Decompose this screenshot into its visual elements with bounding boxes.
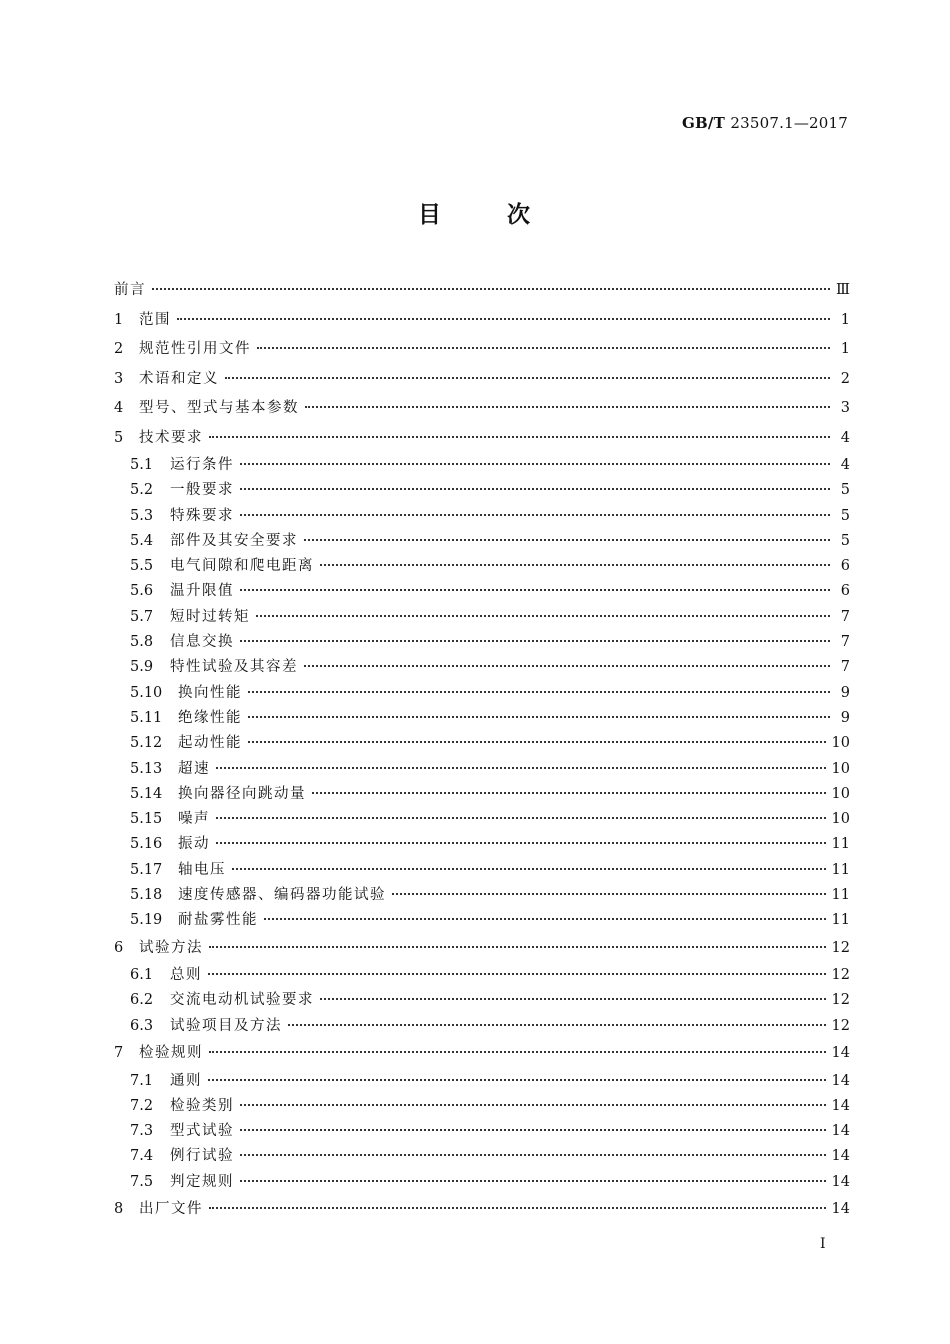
toc-entry[interactable] xyxy=(114,757,850,782)
toc-entry-page: 4 xyxy=(840,457,850,473)
toc-entry-number: 5.7 xyxy=(130,608,154,625)
toc-entry[interactable] xyxy=(114,504,850,529)
toc-entry-number: 5.1 xyxy=(130,457,154,473)
toc-dot-leader xyxy=(392,893,826,895)
toc-entry-number: 5.6 xyxy=(130,583,154,600)
toc-entry-number: 5.18 xyxy=(130,887,163,904)
toc-entry-page: 10 xyxy=(831,811,850,828)
toc-dot-leader xyxy=(232,868,826,870)
toc-entry-label: 特性试验及其容差 xyxy=(170,659,298,676)
toc-entry[interactable] xyxy=(114,883,850,908)
toc-dot-leader xyxy=(305,406,830,408)
toc-entry[interactable] xyxy=(114,908,850,933)
toc-entry[interactable] xyxy=(114,529,850,554)
toc-entry[interactable] xyxy=(114,478,850,503)
toc-entry-label: 检验规则 xyxy=(139,1045,203,1062)
toc-entry-page: 7 xyxy=(840,608,850,625)
toc-entry-number: 7.2 xyxy=(130,1097,154,1114)
toc-entry-label: 温升限值 xyxy=(170,583,234,600)
toc-entry-label: 试验项目及方法 xyxy=(170,1017,282,1034)
toc-dot-leader xyxy=(257,347,830,349)
toc-entry-label: 起动性能 xyxy=(178,735,242,752)
toc-entry-page: 5 xyxy=(840,532,850,549)
toc-dot-leader xyxy=(320,564,830,566)
toc-entry[interactable] xyxy=(114,1069,850,1094)
toc-entry-number: 7.4 xyxy=(130,1148,154,1165)
toc-entry-page: 14 xyxy=(831,1072,850,1089)
toc-entry-page: 4 xyxy=(840,429,850,446)
toc-entry-label: 噪声 xyxy=(178,811,210,828)
toc-entry-page: 12 xyxy=(831,967,850,984)
toc-entry[interactable] xyxy=(114,963,850,988)
toc-entry-number: 5.16 xyxy=(130,836,163,853)
toc-entry-page: 3 xyxy=(840,400,850,416)
toc-entry-number: 5.15 xyxy=(130,811,163,828)
page-title xyxy=(0,196,950,229)
toc-entry-number: 8 xyxy=(114,1201,124,1218)
toc-entry-number: 6.1 xyxy=(130,967,154,984)
toc-entry[interactable] xyxy=(114,605,850,630)
title-part-2: 次 xyxy=(507,201,532,228)
toc-entry-label: 特殊要求 xyxy=(170,507,234,524)
toc-entry[interactable] xyxy=(114,554,850,579)
title-part-1: 目 xyxy=(418,201,443,228)
toc-dot-leader xyxy=(320,998,826,1000)
toc-entry-label: 前言 xyxy=(114,282,146,298)
toc-dot-leader xyxy=(177,318,830,320)
toc-entry-page: 12 xyxy=(831,939,850,956)
toc-entry-number: 4 xyxy=(114,400,124,416)
toc-entry[interactable] xyxy=(114,424,850,454)
toc-entry-page: 14 xyxy=(831,1173,850,1190)
toc-entry[interactable] xyxy=(114,1094,850,1119)
toc-entry[interactable] xyxy=(114,394,850,424)
toc-entry-number: 3 xyxy=(114,370,124,387)
toc-entry[interactable] xyxy=(114,1119,850,1144)
toc-dot-leader xyxy=(240,640,830,642)
toc-entry-page: 6 xyxy=(840,558,850,575)
toc-entry-label: 部件及其安全要求 xyxy=(170,532,298,549)
toc-entry[interactable] xyxy=(114,1039,850,1069)
toc-entry-label: 超速 xyxy=(178,760,210,777)
toc-entry-page: 9 xyxy=(840,709,850,726)
table-of-contents xyxy=(114,276,850,1225)
toc-entry-number: 2 xyxy=(114,341,124,357)
toc-dot-leader xyxy=(248,716,830,718)
toc-entry[interactable] xyxy=(114,1170,850,1195)
toc-entry-page: 5 xyxy=(840,482,850,499)
toc-entry[interactable] xyxy=(114,630,850,655)
toc-entry-page: 6 xyxy=(840,583,850,600)
toc-entry[interactable] xyxy=(114,934,850,964)
toc-entry[interactable] xyxy=(114,335,850,365)
toc-dot-leader xyxy=(240,488,830,490)
toc-dot-leader xyxy=(240,1129,826,1131)
toc-entry-label: 出厂文件 xyxy=(139,1201,203,1218)
toc-entry[interactable] xyxy=(114,1144,850,1169)
toc-entry-label: 技术要求 xyxy=(139,429,203,446)
toc-entry-label: 交流电动机试验要求 xyxy=(170,992,314,1009)
toc-entry-label: 短时过转矩 xyxy=(170,608,250,625)
toc-entry[interactable] xyxy=(114,832,850,857)
toc-dot-leader xyxy=(240,1180,826,1182)
toc-entry-label: 规范性引用文件 xyxy=(139,341,251,357)
toc-entry-page: 2 xyxy=(840,370,850,387)
toc-entry-page: 12 xyxy=(831,992,850,1009)
toc-dot-leader xyxy=(264,918,826,920)
toc-dot-leader xyxy=(216,767,826,769)
toc-entry-page: 14 xyxy=(831,1097,850,1114)
toc-dot-leader xyxy=(248,691,830,693)
toc-entry-number: 5.11 xyxy=(130,709,163,726)
toc-entry-number: 5.2 xyxy=(130,482,154,499)
toc-entry-label: 试验方法 xyxy=(139,939,203,956)
toc-entry-label: 运行条件 xyxy=(170,457,234,473)
toc-entry-number: 5.5 xyxy=(130,558,154,575)
toc-entry-label: 例行试验 xyxy=(170,1148,234,1165)
toc-entry-number: 5.14 xyxy=(130,785,163,802)
toc-entry[interactable] xyxy=(114,858,850,883)
toc-dot-leader xyxy=(248,741,826,743)
toc-entry-number: 5.13 xyxy=(130,760,163,777)
toc-entry-number: 6 xyxy=(114,939,124,956)
toc-entry-number: 7.1 xyxy=(130,1072,154,1089)
toc-entry-number: 5.8 xyxy=(130,634,154,651)
toc-entry-page: 14 xyxy=(831,1148,850,1165)
toc-dot-leader xyxy=(209,946,826,948)
toc-entry-page: 5 xyxy=(840,507,850,524)
toc-entry-number: 5 xyxy=(114,429,124,446)
toc-entry-label: 范围 xyxy=(139,311,171,328)
toc-dot-leader xyxy=(209,1051,826,1053)
toc-entry-page: 11 xyxy=(831,836,850,853)
toc-entry-page: 11 xyxy=(831,861,850,878)
toc-entry-label: 耐盐雾性能 xyxy=(178,912,258,929)
toc-entry[interactable] xyxy=(114,782,850,807)
toc-entry-number: 1 xyxy=(114,311,124,328)
toc-entry-number: 7.3 xyxy=(130,1123,154,1140)
toc-dot-leader xyxy=(240,1104,826,1106)
toc-entry[interactable] xyxy=(114,1195,850,1225)
toc-dot-leader xyxy=(216,842,826,844)
toc-entry-label: 轴电压 xyxy=(178,861,226,878)
toc-entry[interactable] xyxy=(114,306,850,336)
standard-code xyxy=(682,114,848,132)
toc-entry-number: 5.10 xyxy=(130,684,163,701)
toc-entry-number: 6.3 xyxy=(130,1017,154,1034)
toc-dot-leader xyxy=(288,1024,826,1026)
toc-dot-leader xyxy=(240,589,830,591)
toc-entry-page: 7 xyxy=(840,659,850,676)
toc-dot-leader xyxy=(240,1154,826,1156)
toc-dot-leader xyxy=(240,514,830,516)
toc-entry-page: 14 xyxy=(831,1045,850,1062)
toc-entry-page: 11 xyxy=(831,887,850,904)
toc-entry-label: 振动 xyxy=(178,836,210,853)
toc-dot-leader xyxy=(225,377,830,379)
toc-entry-label: 一般要求 xyxy=(170,482,234,499)
standard-code-number: 23507.1—2017 xyxy=(730,114,848,132)
toc-entry-page: 11 xyxy=(831,912,850,929)
toc-entry-page: 14 xyxy=(831,1201,850,1218)
toc-entry[interactable] xyxy=(114,655,850,680)
toc-dot-leader xyxy=(208,973,826,975)
toc-entry[interactable] xyxy=(114,706,850,731)
toc-entry-label: 速度传感器、编码器功能试验 xyxy=(178,887,386,904)
toc-entry[interactable] xyxy=(114,453,850,478)
toc-entry-page: 10 xyxy=(831,785,850,802)
toc-dot-leader xyxy=(256,615,830,617)
toc-entry[interactable] xyxy=(114,276,850,306)
toc-entry-page: 10 xyxy=(831,735,850,752)
footer-page-number: I xyxy=(820,1236,826,1252)
toc-dot-leader xyxy=(208,1079,826,1081)
toc-entry-number: 5.19 xyxy=(130,912,163,929)
toc-entry-label: 术语和定义 xyxy=(139,370,219,387)
toc-entry[interactable] xyxy=(114,579,850,604)
toc-dot-leader xyxy=(209,436,830,438)
toc-entry-number: 5.3 xyxy=(130,507,154,524)
toc-entry-number: 5.12 xyxy=(130,735,163,752)
toc-dot-leader xyxy=(304,539,830,541)
toc-entry-label: 电气间隙和爬电距离 xyxy=(170,558,314,575)
toc-entry-page: 1 xyxy=(840,311,850,328)
toc-entry-label: 总则 xyxy=(170,967,202,984)
toc-dot-leader xyxy=(312,792,826,794)
toc-entry-page: 14 xyxy=(831,1123,850,1140)
toc-entry-label: 通则 xyxy=(170,1072,202,1089)
toc-dot-leader xyxy=(209,1207,826,1209)
toc-entry[interactable] xyxy=(114,365,850,395)
toc-entry-page: 12 xyxy=(831,1017,850,1034)
toc-entry-number: 7.5 xyxy=(130,1173,154,1190)
toc-entry-label: 判定规则 xyxy=(170,1173,234,1190)
toc-entry-label: 型式试验 xyxy=(170,1123,234,1140)
toc-entry-label: 换向性能 xyxy=(178,684,242,701)
toc-dot-leader xyxy=(216,817,826,819)
toc-entry-page: 7 xyxy=(840,634,850,651)
toc-entry-label: 绝缘性能 xyxy=(178,709,242,726)
toc-entry-page: Ⅲ xyxy=(836,282,850,298)
toc-entry[interactable] xyxy=(114,681,850,706)
toc-entry-label: 检验类别 xyxy=(170,1097,234,1114)
toc-entry-page: 1 xyxy=(840,341,850,357)
toc-dot-leader xyxy=(152,288,830,290)
toc-entry-page: 10 xyxy=(831,760,850,777)
toc-entry[interactable] xyxy=(114,731,850,756)
toc-entry-page: 9 xyxy=(840,684,850,701)
toc-entry[interactable] xyxy=(114,807,850,832)
standard-code-prefix: GB/T xyxy=(682,114,725,132)
toc-entry-label: 型号、型式与基本参数 xyxy=(139,400,299,416)
toc-entry-number: 6.2 xyxy=(130,992,154,1009)
toc-entry[interactable] xyxy=(114,1014,850,1039)
toc-entry-number: 7 xyxy=(114,1045,124,1062)
toc-entry[interactable] xyxy=(114,988,850,1013)
toc-entry-number: 5.9 xyxy=(130,659,154,676)
toc-entry-number: 5.17 xyxy=(130,861,163,878)
toc-dot-leader xyxy=(240,463,830,465)
toc-entry-label: 信息交换 xyxy=(170,634,234,651)
toc-entry-number: 5.4 xyxy=(130,532,154,549)
toc-dot-leader xyxy=(304,665,830,667)
toc-entry-label: 换向器径向跳动量 xyxy=(178,785,306,802)
